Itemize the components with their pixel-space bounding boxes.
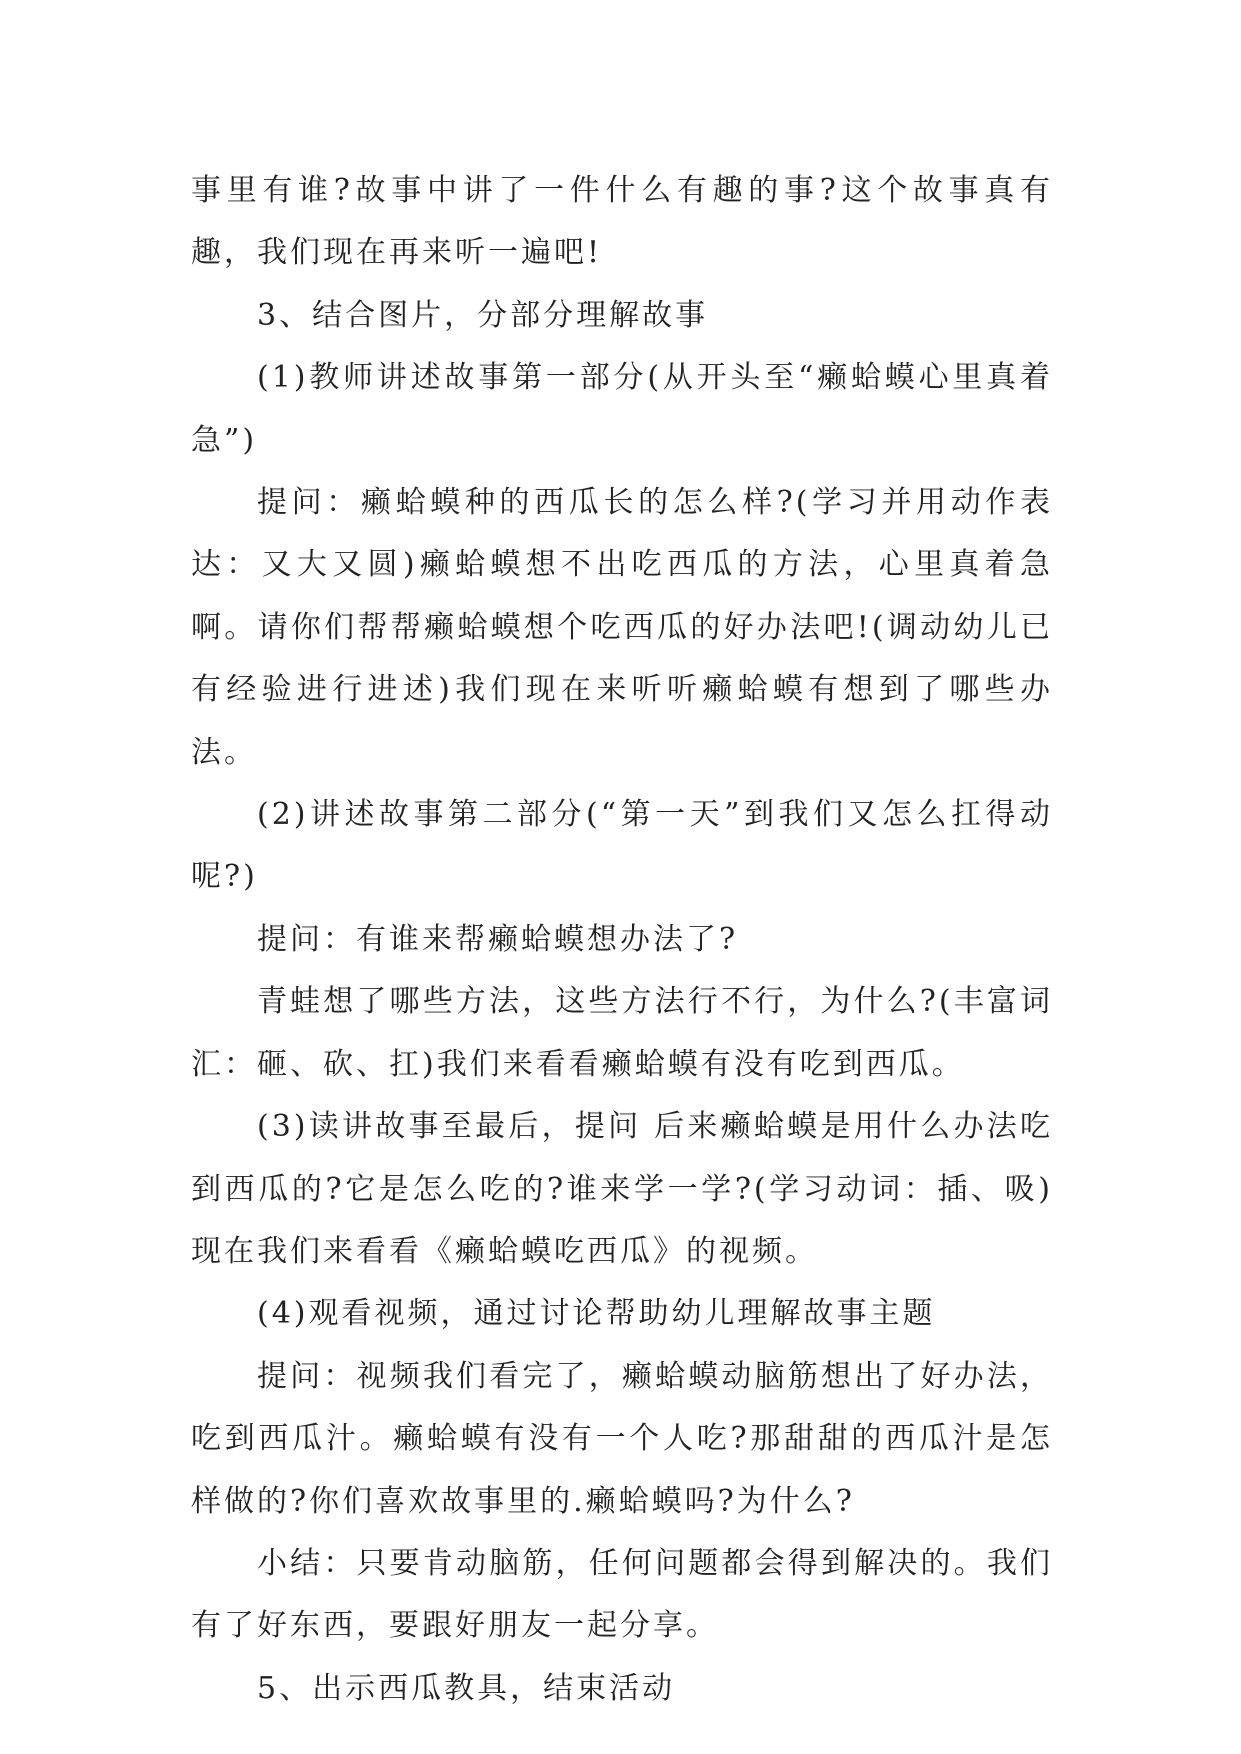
paragraph: 事里有谁?故事中讲了一件什么有趣的事?这个故事真有趣，我们现在再来听一遍吧! <box>191 173 1053 271</box>
document-body <box>191 160 1053 1720</box>
paragraph: 青蛙想了哪些方法，这些方法行不行，为什么?(丰富词汇：砸、砍、扛)我们来看看癞蛤蟆有没有吃到西瓜。 <box>191 984 1053 1082</box>
paragraph: (1)教师讲述故事第一部分(从开头至“癞蛤蟆心里真着急”) <box>191 360 1053 458</box>
paragraph: (2)讲述故事第二部分(“第一天”到我们又怎么扛得动呢?) <box>191 797 1053 895</box>
paragraph: 提问：癞蛤蟆种的西瓜长的怎么样?(学习并用动作表达：又大又圆)癞蛤蟆想不出吃西瓜的方法，心里真着急啊。请你们帮帮癞蛤蟆想个吃西瓜的好办法吧!(调动幼儿已有经验进行进述)我们现在来听听癞蛤蟆有想到了哪些办法。 <box>191 485 1053 770</box>
paragraph: (3)读讲故事至最后，提问 后来癞蛤蟆是用什么办法吃到西瓜的?它是怎么吃的?谁来学一学?(学习动词：插、吸)现在我们来看看《癞蛤蟆吃西瓜》的视频。 <box>191 1109 1053 1269</box>
section-heading: 5、出示西瓜教具，结束活动 <box>257 1670 676 1706</box>
paragraph: 小结：只要肯动脑筋，任何问题都会得到解决的。我们有了好东西，要跟好朋友一起分享。 <box>191 1545 1053 1644</box>
paragraph: 提问：有谁来帮癞蛤蟆想办法了? <box>257 921 739 957</box>
paragraph: (4)观看视频，通过讨论帮助幼儿理解故事主题 <box>257 1296 936 1332</box>
section-heading: 3、结合图片，分部分理解故事 <box>257 297 709 333</box>
paragraph: 提问：视频我们看完了，癞蛤蟆动脑筋想出了好办法，吃到西瓜汁。癞蛤蟆有没有一个人吃?那甜甜的西瓜汁是怎样做的?你们喜欢故事里的.癞蛤蟆吗?为什么? <box>191 1358 1053 1519</box>
